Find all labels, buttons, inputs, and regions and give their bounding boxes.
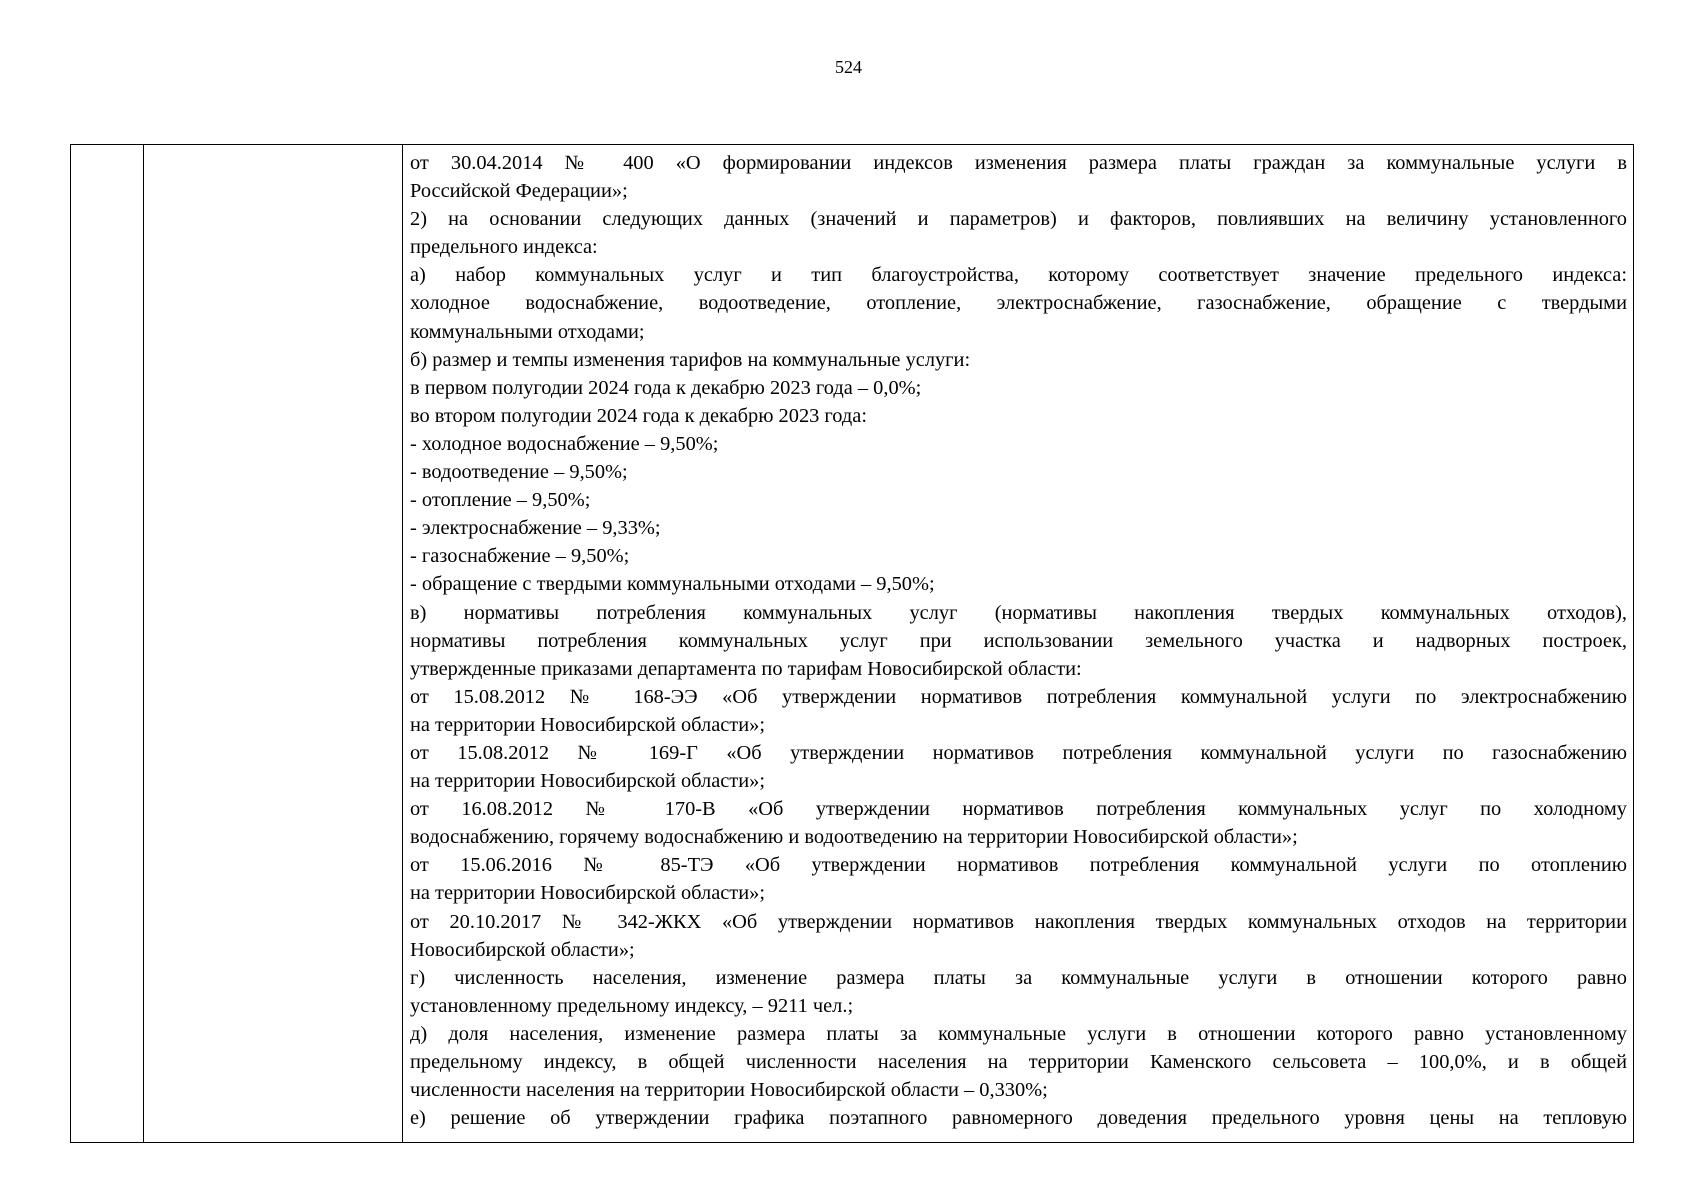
text-line: г) численность населения, изменение размера платы за коммунальные услуги в отношении которого равно [410, 966, 1627, 989]
text-line: предельному индексу, в общей численности населения на территории Каменского сельсовета – 100,0%, и в общей [410, 1051, 1627, 1073]
text-line: установленному предельному индексу, – 9211 чел.; [410, 994, 854, 1017]
text-line: численности населения на территории Новосибирской области – 0,330%; [410, 1079, 1048, 1102]
text-line: предельного индекса: [410, 236, 598, 259]
text-line: 2) на основании следующих данных (значений и параметров) и факторов, повлиявших на величину установленного [410, 208, 1627, 231]
document-table [70, 144, 1634, 1143]
text-line: б) размер и темпы изменения тарифов на коммунальные услуги: [410, 348, 971, 371]
text-line: д) доля населения, изменение размера платы за коммунальные услуги в отношении которого равно установленному [410, 1022, 1627, 1045]
text-line: от 15.08.2012 № 168-ЭЭ «Об утверждении нормативов потребления коммунальной услуги по электроснабжению [410, 685, 1627, 708]
text-line: - водоотведение – 9,50%; [410, 461, 628, 484]
text-line: - электроснабжение – 9,33%; [410, 517, 661, 540]
text-line: водоснабжению, горячему водоснабжению и водоотведению на территории Новосибирской области»; [410, 826, 1298, 849]
page-number: 524 [835, 57, 862, 77]
table-cell-name [144, 145, 403, 1142]
text-line: на территории Новосибирской области»; [410, 713, 765, 736]
text-line: - газоснабжение – 9,50%; [410, 545, 630, 568]
text-line: - отопление – 9,50%; [410, 489, 591, 512]
text-line: - обращение с твердыми коммунальными отходами – 9,50%; [410, 573, 935, 596]
text-line: во втором полугодии 2024 года к декабрю 2023 года: [410, 404, 867, 427]
text-line: от 15.06.2016 № 85-ТЭ «Об утверждении нормативов потребления коммунальной услуги по отоплению [410, 854, 1627, 877]
table-cell-number [71, 145, 144, 1142]
text-line: на территории Новосибирской области»; [410, 770, 765, 793]
text-line: Российской Федерации»; [410, 180, 628, 203]
text-line: е) решение об утверждении графика поэтапного равномерного доведения предельного уровня цены на тепловую [410, 1107, 1627, 1130]
text-line: от 16.08.2012 № 170-В «Об утверждении нормативов потребления коммунальных услуг по холодному [410, 798, 1627, 821]
text-line: коммунальными отходами; [410, 320, 645, 343]
text-line: холодное водоснабжение, водоотведение, отопление, электроснабжение, газоснабжение, обращение с твердыми [410, 292, 1627, 315]
text-line: в первом полугодии 2024 года к декабрю 2023 года – 0,0%; [410, 376, 922, 399]
text-line: от 15.08.2012 № 169-Г «Об утверждении нормативов потребления коммунальной услуги по газоснабжению [410, 741, 1627, 764]
text-line: - холодное водоснабжение – 9,50%; [410, 432, 719, 455]
text-line: на территории Новосибирской области»; [410, 882, 765, 905]
text-line: от 30.04.2014 № 400 «О формировании индексов изменения размера платы граждан за коммунальные услуги в [410, 152, 1627, 174]
text-line: нормативы потребления коммунальных услуг при использовании земельного участка и надворных построек, [410, 629, 1627, 652]
text-line: утвержденные приказами департамента по тарифам Новосибирской области: [410, 657, 1082, 680]
text-line: в) нормативы потребления коммунальных услуг (нормативы накопления твердых коммунальных отходов), [410, 601, 1627, 624]
text-line: а) набор коммунальных услуг и тип благоустройства, которому соответствует значение предельного индекса: [410, 264, 1627, 287]
text-line: Новосибирской области»; [410, 938, 635, 961]
text-line: от 20.10.2017 № 342-ЖКХ «Об утверждении нормативов накопления твердых коммунальных отходов на территории [410, 910, 1627, 933]
table-cell-text [403, 145, 1633, 1142]
